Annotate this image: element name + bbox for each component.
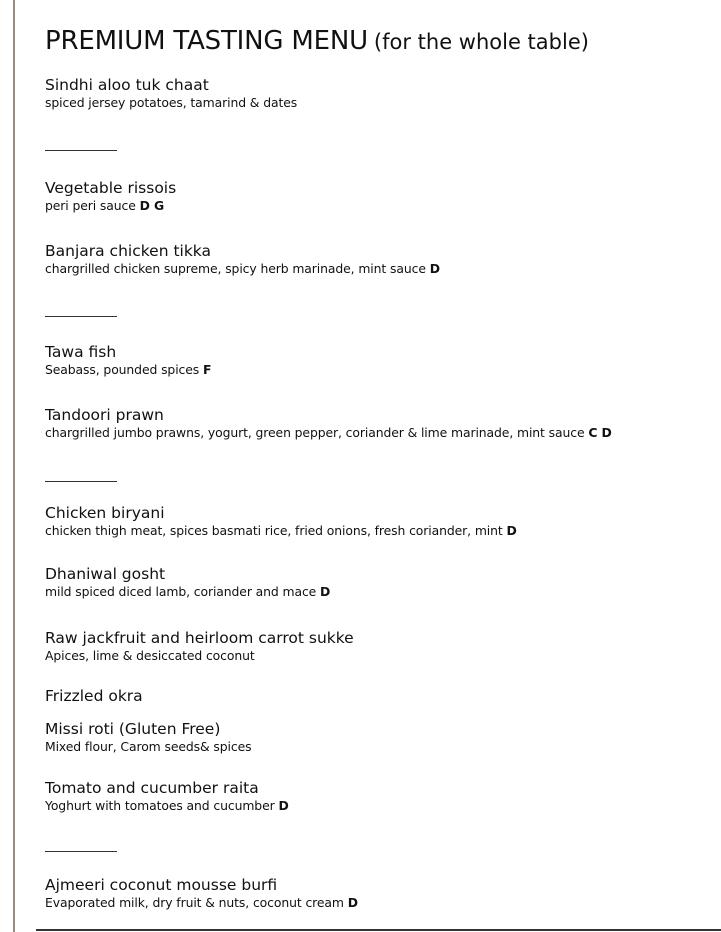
allergen-codes: D: [506, 523, 517, 538]
menu-item-missi-roti: [45, 720, 251, 755]
menu-subtitle: (for the whole table): [373, 30, 589, 54]
item-desc-text: Yoghurt with tomatoes and cucumber: [45, 798, 275, 813]
item-description: [45, 261, 440, 277]
item-desc-text: Mixed flour, Carom seeds& spices: [45, 739, 252, 754]
course-divider: [45, 851, 117, 852]
item-description: [45, 584, 330, 600]
item-name: Tawa fish: [45, 343, 117, 361]
item-desc-text: chicken thigh meat, spices basmati rice, fried onions, fresh coriander, mint: [45, 523, 503, 538]
item-name: Raw jackfruit and heirloom carrot sukke: [45, 629, 354, 647]
item-desc-text: Seabass, pounded spices: [45, 362, 200, 377]
menu-item-banjara-chicken-tikka: [45, 242, 440, 277]
menu-title-row: [45, 26, 589, 59]
course-divider: [45, 316, 117, 317]
bottom-border-line: [36, 929, 721, 931]
item-desc-text: Apices, lime & desiccated coconut: [45, 648, 255, 663]
menu-item-ajmeeri-coconut-mousse-burfi: [45, 876, 358, 911]
item-name: Vegetable rissois: [45, 179, 177, 197]
menu-item-tomato-cucumber-raita: [45, 779, 289, 814]
item-description: [45, 895, 358, 911]
menu-item-dhaniwal-gosht: [45, 565, 330, 600]
allergen-codes: D G: [139, 198, 165, 213]
item-name: Chicken biryani: [45, 504, 165, 522]
item-name: Banjara chicken tikka: [45, 242, 212, 260]
item-name: Tandoori prawn: [45, 406, 164, 424]
item-description: [45, 523, 517, 539]
menu-item-frizzled-okra: [45, 687, 143, 706]
item-description: [45, 648, 354, 664]
item-description: [45, 95, 297, 111]
item-name: Sindhi aloo tuk chaat: [45, 76, 209, 94]
item-description: [45, 198, 176, 214]
item-description: [45, 739, 251, 755]
allergen-codes: D: [278, 798, 289, 813]
item-desc-text: Evaporated milk, dry fruit & nuts, coconut cream: [45, 895, 344, 910]
allergen-codes: C D: [588, 425, 612, 440]
item-description: [45, 798, 289, 814]
item-description: [45, 425, 612, 441]
menu-item-raw-jackfruit-carrot-sukke: [45, 629, 354, 664]
item-desc-text: spiced jersey potatoes, tamarind & dates: [45, 95, 298, 110]
course-divider: [45, 481, 117, 482]
course-divider: [45, 150, 117, 151]
menu-item-chicken-biryani: [45, 504, 517, 539]
item-desc-text: chargrilled jumbo prawns, yogurt, green pepper, coriander & lime marinade, mint sauce: [45, 425, 585, 440]
item-name: Ajmeeri coconut mousse burfi: [45, 876, 278, 894]
item-desc-text: chargrilled chicken supreme, spicy herb marinade, mint sauce: [45, 261, 426, 276]
menu-item-vegetable-rissois: [45, 179, 176, 214]
menu-item-tandoori-prawn: [45, 406, 612, 441]
menu-item-sindhi-aloo-tuk-chaat: [45, 76, 297, 111]
item-desc-text: peri peri sauce: [45, 198, 136, 213]
item-description: [45, 362, 211, 378]
left-border-line: [13, 0, 15, 932]
menu-item-tawa-fish: [45, 343, 211, 378]
allergen-codes: D: [320, 584, 331, 599]
item-desc-text: mild spiced diced lamb, coriander and mace: [45, 584, 317, 599]
item-name: Dhaniwal gosht: [45, 565, 166, 583]
menu-title: PREMIUM TASTING MENU: [45, 26, 368, 56]
item-name: Tomato and cucumber raita: [45, 779, 259, 797]
item-name: Frizzled okra: [45, 687, 143, 705]
allergen-codes: D: [429, 261, 440, 276]
allergen-codes: D: [347, 895, 358, 910]
allergen-codes: F: [202, 362, 212, 377]
item-name: Missi roti (Gluten Free): [45, 720, 221, 738]
